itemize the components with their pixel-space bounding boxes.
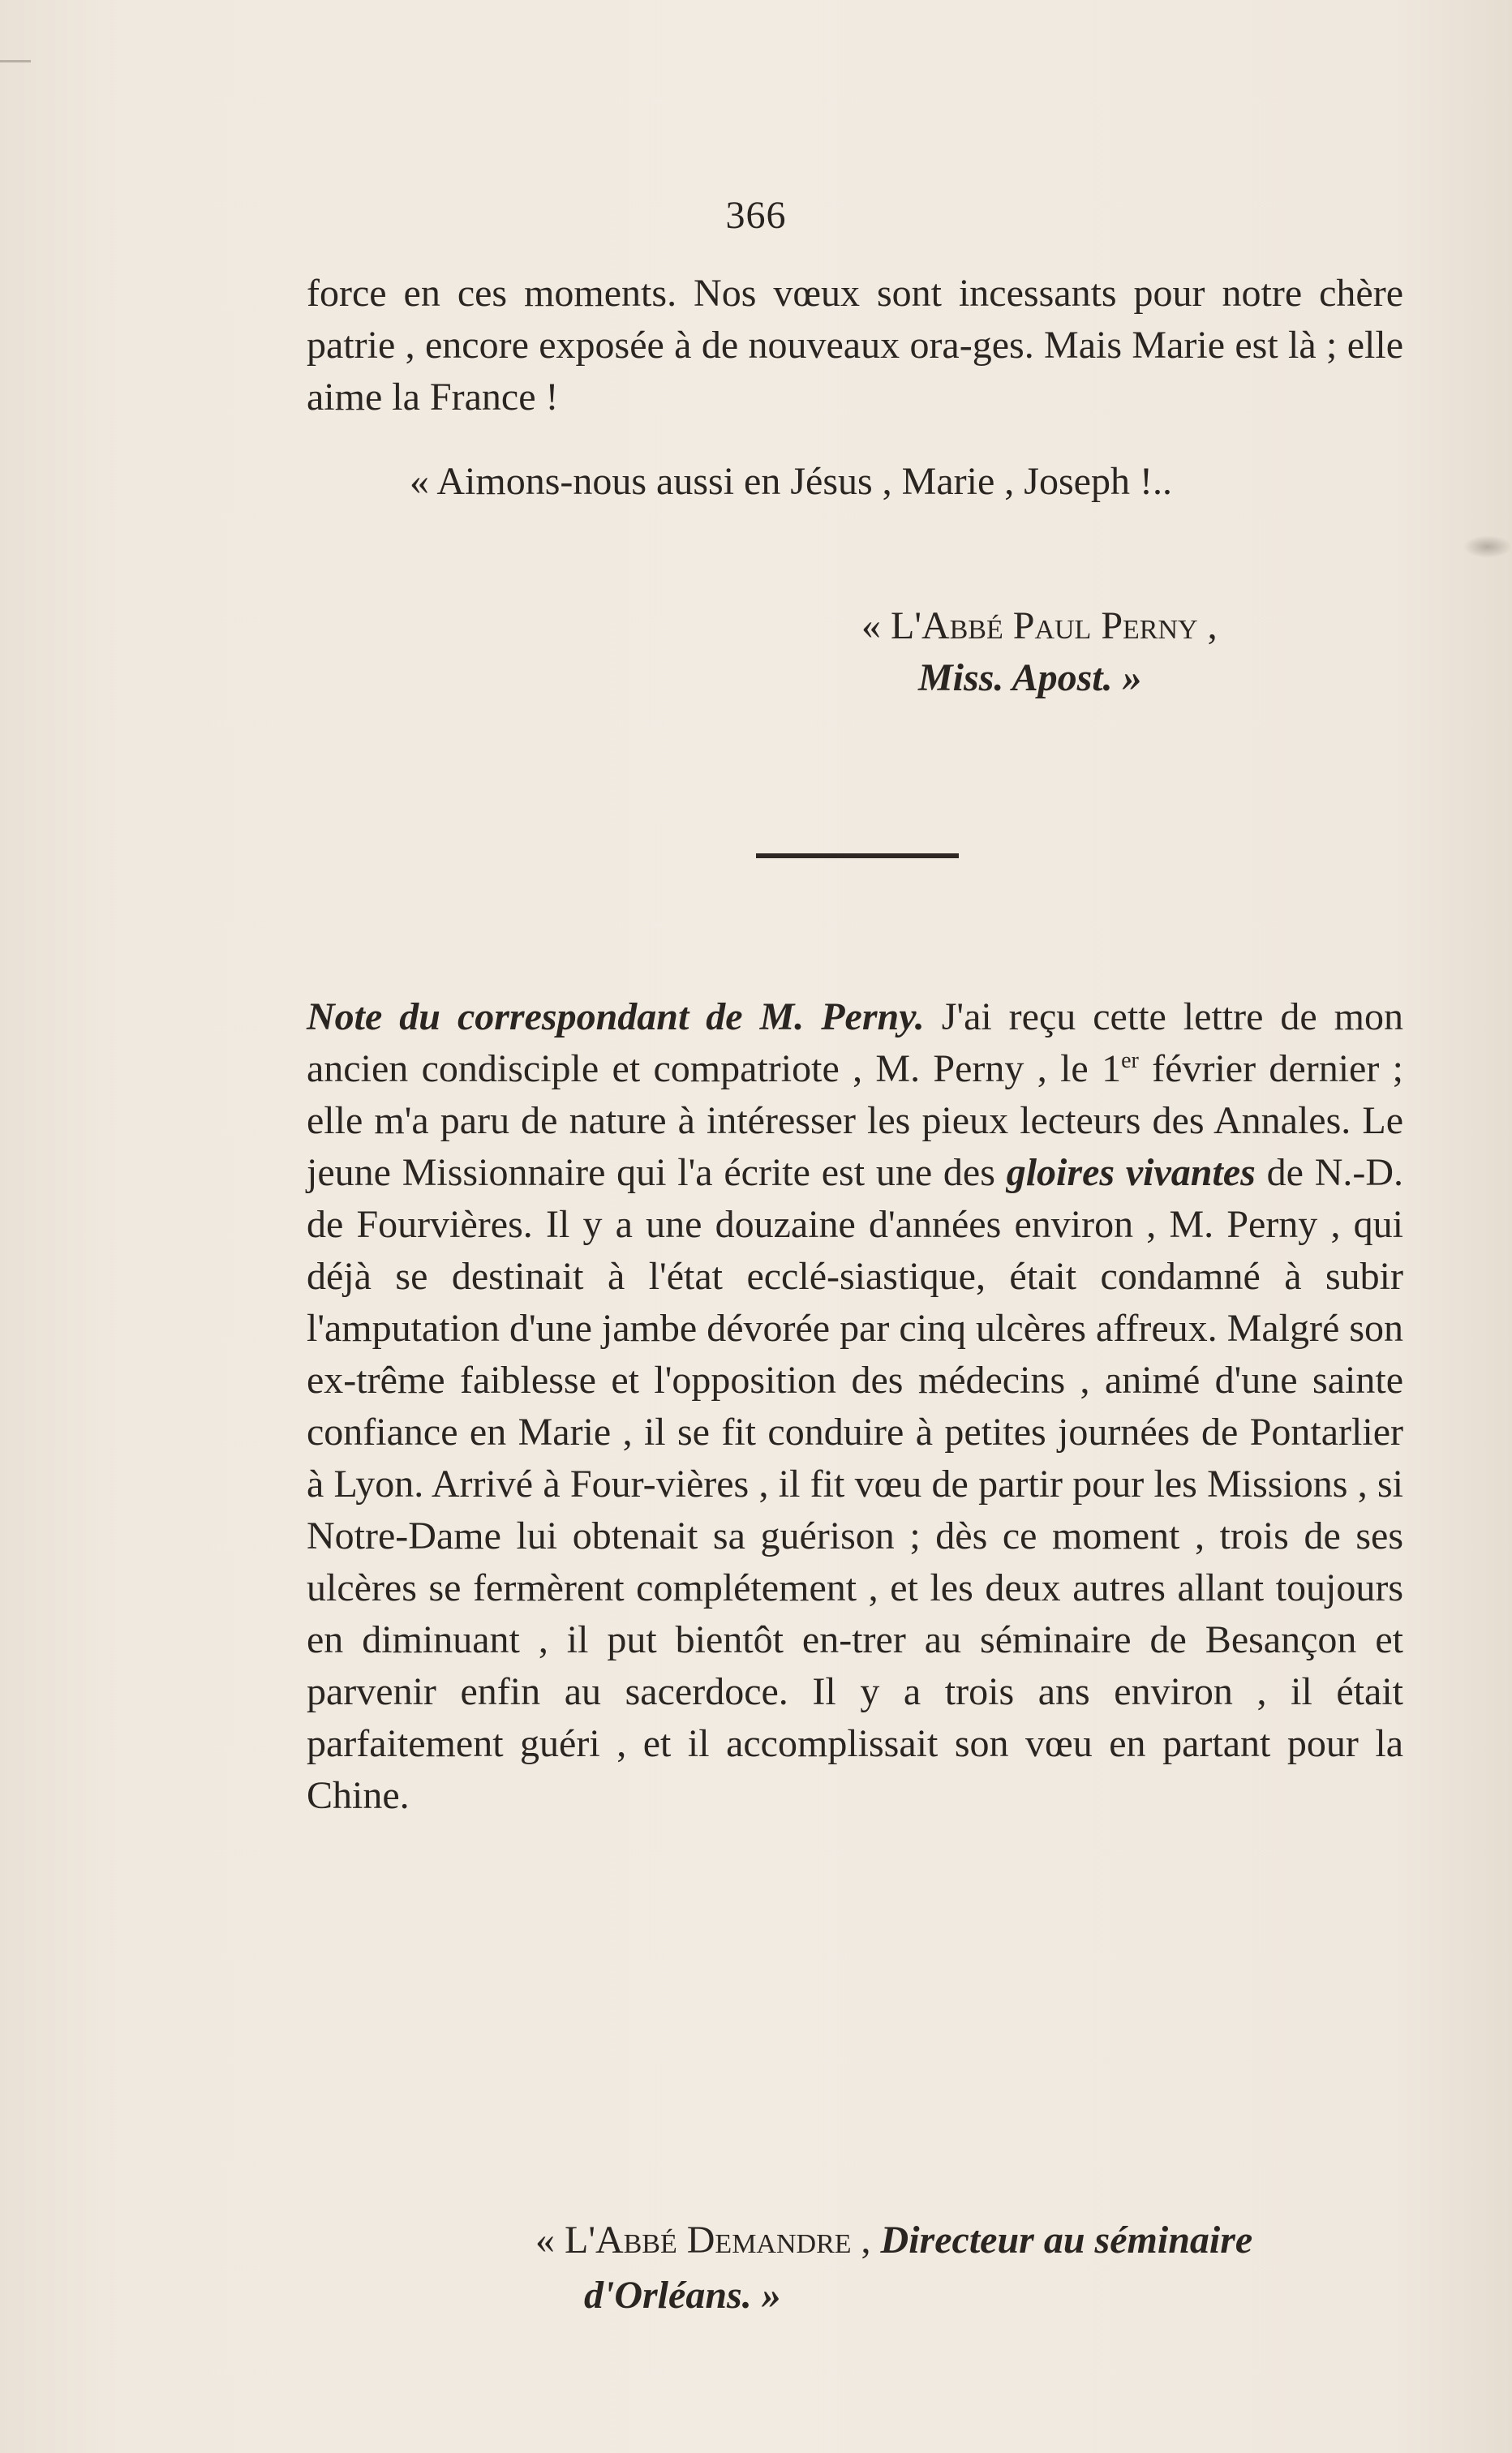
correspondent-note [307, 991, 1403, 1822]
note-emphasis: gloires vivantes [1006, 1151, 1256, 1194]
close-quote: » [1122, 656, 1142, 699]
section-divider-rule [756, 853, 959, 858]
close-quote: » [761, 2274, 781, 2317]
page-edge-mark [0, 60, 31, 62]
open-quote: « [861, 604, 881, 647]
signature-name: L'Abbé Paul Perny , [891, 604, 1218, 647]
note-text-part-3: de N.-D. de Fourvières. Il y a une douzaine d'années environ , M. Perny , qui déjà se destinait à l'état ecclé-siastique, était condamné à subir l'amputation d'une jambe dévorée par cinq ulcères affreux. Malgré son ex-trême faiblesse et l'opposition des médecins , animé d'une sainte confiance en Marie , il se fit conduire à petites journées de Pontarlier à Lyon. Arrivé à Four-vières , il fit vœu de partir pour les Missions , si Notre-Dame lui obtenait sa guérison ; dès ce moment , trois de ses ulcères se fermèrent complétement , et les deux autres allant toujours en diminuant , il put bientôt en-trer au séminaire de Besançon et parvenir enfin au sacerdoce. Il y a trois ans environ , il était parfaitement guéri , et il accomplissait son vœu en partant pour la Chine. [307, 1151, 1404, 1817]
signature-place: d'Orléans. [584, 2274, 752, 2317]
signature-title: Miss. Apost. [918, 656, 1113, 699]
page-number: 366 [725, 194, 787, 237]
note-text-part-1: J'ai reçu cette lettre de mon ancien condisciple et compatriote , M. Perny , le 1 [307, 995, 1404, 1090]
letter-signature-title-line [861, 652, 1218, 704]
signature-role: Directeur au séminaire [880, 2219, 1253, 2262]
letter-closing-line: « Aimons-nous aussi en Jésus , Marie , Joseph !.. [410, 460, 1172, 503]
open-quote: « [535, 2219, 555, 2262]
note-signature-place-line [535, 2268, 1411, 2323]
note-text-part-2: février dernier ; elle m'a paru de nature à intéresser les pieux lecteurs des Annales. Le jeune Missionnaire qui l'a écrite est une des [307, 1047, 1403, 1194]
page-smudge [1463, 535, 1512, 558]
letter-signature-name-line [861, 600, 1218, 652]
letter-signature [861, 600, 1218, 704]
note-signature-name-line [535, 2213, 1411, 2268]
note-lead-heading: Note du correspondant de M. Perny. [307, 995, 925, 1038]
note-superscript: er [1121, 1048, 1139, 1073]
note-signature [535, 2213, 1411, 2323]
signature-name: L'Abbé Demandre , [565, 2219, 871, 2262]
letter-final-paragraph: force en ces moments. Nos vœux sont incessants pour notre chère patrie , encore exposée à de nouveaux ora-ges. Mais Marie est là ; elle aime la France ! [307, 272, 1403, 419]
